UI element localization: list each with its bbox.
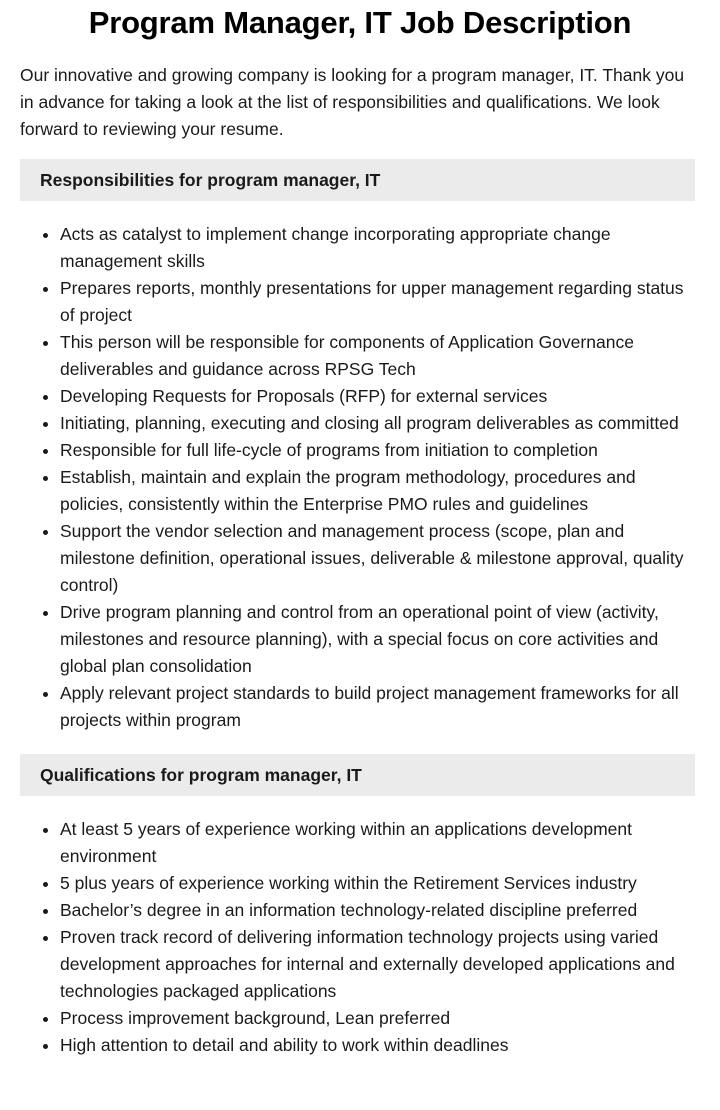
list-item: • Prepares reports, monthly presentations for upper management regarding status of project: [60, 275, 700, 329]
list-item: • Process improvement background, Lean preferred: [60, 1005, 700, 1032]
qualifications-heading: Qualifications for program manager, IT: [20, 754, 695, 796]
list-item: • High attention to detail and ability to work within deadlines: [60, 1032, 700, 1059]
list-item: • Bachelor’s degree in an information technology-related discipline preferred: [60, 897, 700, 924]
list-item: • This person will be responsible for components of Application Governance deliverables and guidance across RPSG Tech: [60, 329, 700, 383]
responsibilities-list: [20, 221, 700, 734]
list-item: • Acts as catalyst to implement change incorporating appropriate change management skills: [60, 221, 700, 275]
list-item: • 5 plus years of experience working within the Retirement Services industry: [60, 870, 700, 897]
list-item: • Establish, maintain and explain the program methodology, procedures and policies, consistently within the Enterprise PMO rules and guidelines: [60, 464, 700, 518]
qualifications-list: [20, 816, 700, 1059]
list-item: • Support the vendor selection and management process (scope, plan and milestone definition, operational issues, deliverable & milestone approval, quality control): [60, 518, 700, 599]
list-item: • At least 5 years of experience working within an applications development environment: [60, 816, 700, 870]
responsibilities-heading: Responsibilities for program manager, IT: [20, 159, 695, 201]
list-item: • Developing Requests for Proposals (RFP) for external services: [60, 383, 700, 410]
intro-paragraph: Our innovative and growing company is looking for a program manager, IT. Thank you in advance for taking a look at the list of responsibilities and qualifications. We look forward to reviewing your resume.: [20, 65, 685, 139]
list-item: • Responsible for full life-cycle of programs from initiation to completion: [60, 437, 700, 464]
list-item: • Drive program planning and control from an operational point of view (activity, milestones and resource planning), with a special focus on core activities and global plan consolidation: [60, 599, 700, 680]
list-item: • Initiating, planning, executing and closing all program deliverables as committed: [60, 410, 700, 437]
list-item: • Proven track record of delivering information technology projects using varied development approaches for internal and externally developed applications and technologies packaged applications: [60, 924, 700, 1005]
page-title: Program Manager, IT Job Description: [88, 5, 632, 40]
list-item: • Apply relevant project standards to build project management frameworks for all projects within program: [60, 680, 700, 734]
